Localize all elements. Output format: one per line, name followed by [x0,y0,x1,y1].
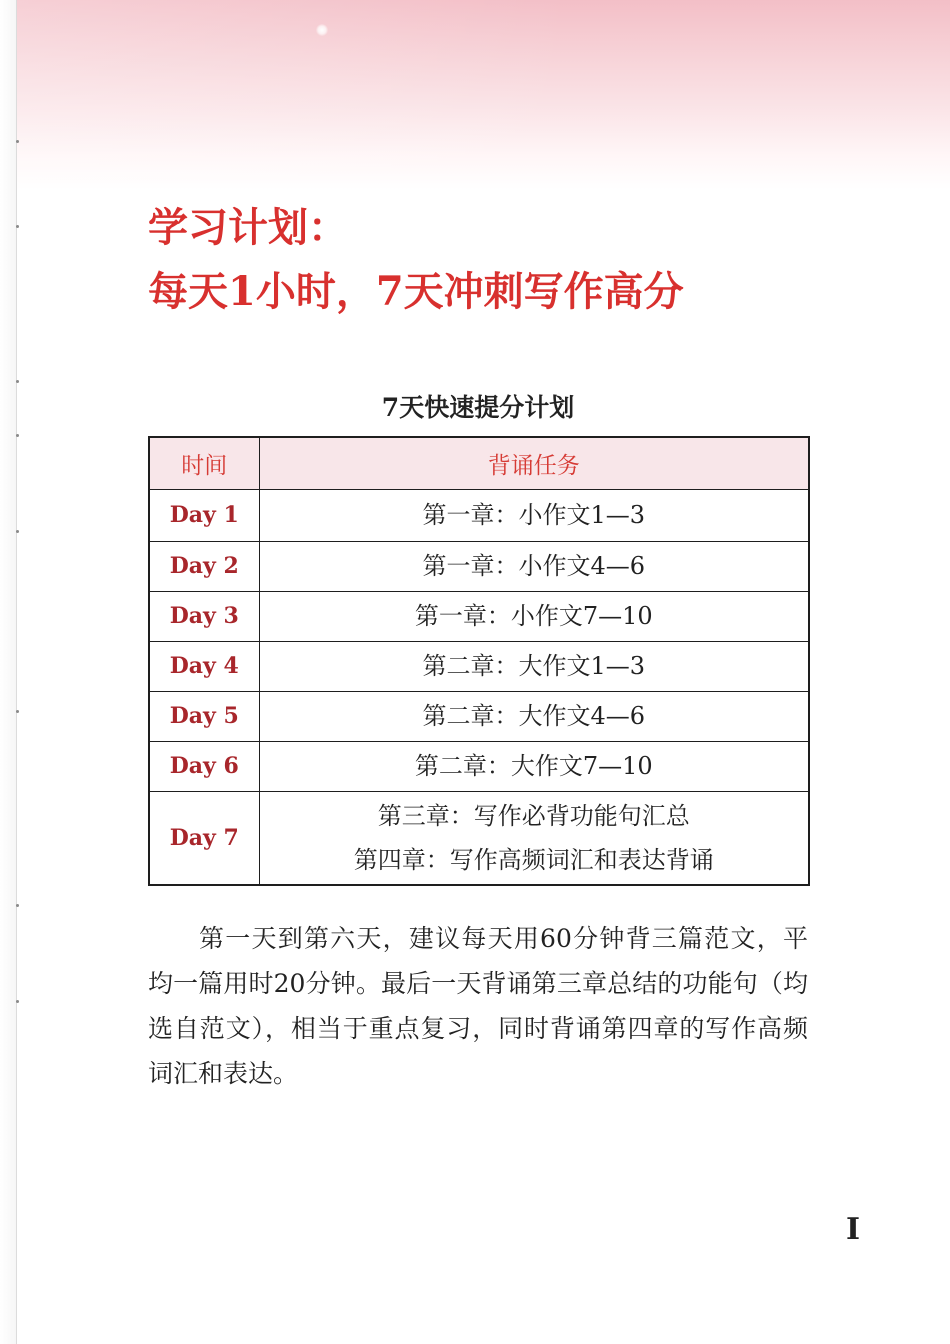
task-text: 第二章：大作文7—10 [414,752,653,780]
paragraph-line: 词汇和表达。 [148,1059,299,1088]
title-line-1: 学习计划： [148,204,348,251]
table-row [149,489,809,541]
header-time: 时间 [149,437,259,489]
task-cell [259,741,809,791]
scan-mark [16,904,19,907]
task-cell [259,541,809,591]
table-row [149,641,809,691]
scan-mark [16,530,19,533]
page-edge [0,0,17,1344]
paragraph-line: 均一篇用时20分钟。最后一天背诵第三章总结的功能句（均 [148,969,808,998]
body-paragraph [148,916,808,1096]
task-text: 第四章：写作高频词汇和表达背诵 [353,845,714,874]
task-text: 第一章：小作文1—3 [422,501,646,529]
scan-mark [16,140,19,143]
day-cell: Day 4 [149,641,259,691]
day-cell: Day 3 [149,591,259,641]
scan-mark [16,434,19,437]
scan-mark [16,1000,19,1003]
task-cell [259,591,809,641]
day-cell: Day 2 [149,541,259,591]
task-cell [259,691,809,741]
paragraph-line: 第一天到第六天，建议每天用60分钟背三篇范文，平 [199,924,808,953]
scan-mark [16,225,19,228]
task-cell [259,489,809,541]
table-caption: 7天快速提分计划 [381,393,575,422]
task-cell [259,641,809,691]
table-row [149,541,809,591]
header-task: 背诵任务 [259,437,809,489]
paragraph-line: 选自范文），相当于重点复习，同时背诵第四章的写作高频 [148,1014,808,1043]
table-row [149,691,809,741]
table-row [149,791,809,885]
table-header-row [149,437,809,489]
top-gradient-band [17,0,950,190]
table-row [149,741,809,791]
page-title [148,196,888,324]
task-text: 第一章：小作文4—6 [422,552,646,580]
task-text: 第一章：小作文7—10 [414,602,653,630]
task-text: 第三章：写作必背功能句汇总 [377,801,690,830]
day-cell: Day 1 [149,489,259,541]
plan-table [148,436,810,886]
table-row [149,591,809,641]
page-number: I [846,1212,861,1247]
title-line-2: 每天1小时，7天冲刺写作高分 [148,268,684,315]
scan-mark [16,710,19,713]
scan-mark [16,380,19,383]
day-cell: Day 7 [149,791,259,885]
day-cell: Day 6 [149,741,259,791]
sparkle-decoration [316,24,328,36]
task-text: 第二章：大作文1—3 [422,652,646,680]
task-cell [259,791,809,885]
task-text: 第二章：大作文4—6 [422,702,646,730]
day-cell: Day 5 [149,691,259,741]
